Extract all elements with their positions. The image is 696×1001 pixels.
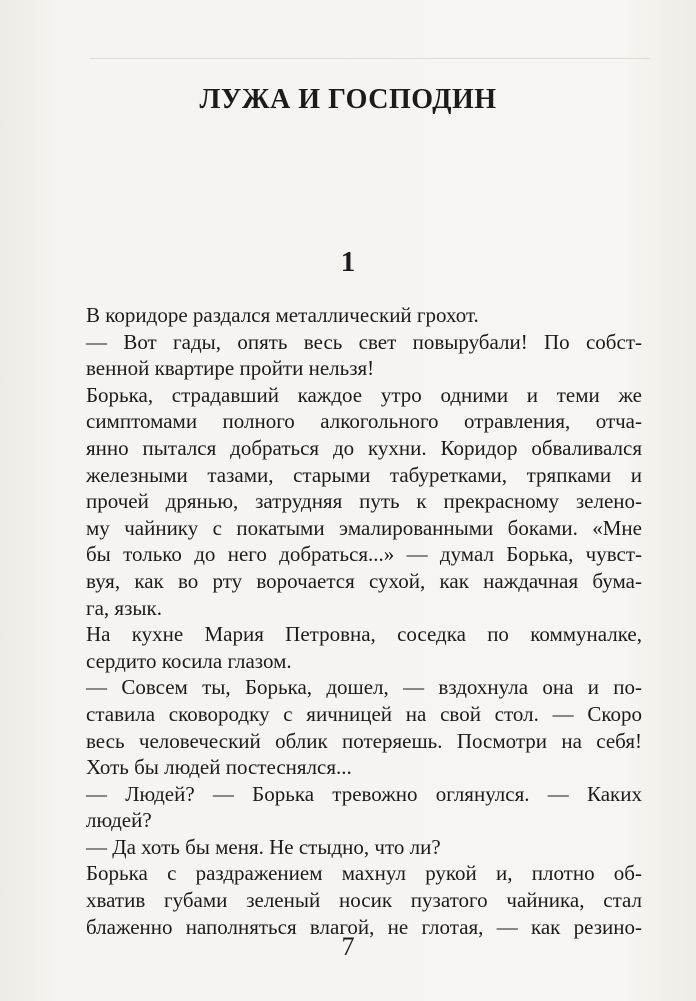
text-line: га, язык. — [86, 595, 162, 620]
text-line: — Вот гады, опять весь свет повырубали! По собст- — [86, 329, 642, 354]
text-line: В коридоре раздался металлический грохот. — [86, 303, 479, 327]
text-line: — Да хоть бы меня. Не стыдно, что ли? — [86, 834, 441, 859]
paragraph-2 — [86, 329, 642, 382]
text-line: симптомами полного алкогольного отравления, отча- — [86, 409, 642, 434]
text-line: хватив губами зеленый носик пузатого чайника, стал — [86, 888, 642, 913]
text-line: — Совсем ты, Борька, дошел, — вздохнула она и по- — [86, 675, 642, 700]
text-line: Хоть бы людей постеснялся... — [86, 755, 352, 780]
text-line: Борька, страдавший каждое утро одними и теми же — [86, 382, 642, 407]
text-line: Борька с раздражением махнул рукой и, плотно об- — [86, 861, 642, 886]
paragraph-3 — [86, 382, 642, 621]
body-text — [86, 302, 642, 940]
text-line: ставила сковородку с яичницей на свой стол. — Скоро — [86, 701, 642, 726]
paragraph-8 — [86, 860, 642, 940]
text-line: — Людей? — Борька тревожно оглянулся. — Каких — [86, 781, 642, 806]
paragraph-4 — [86, 621, 642, 674]
text-line: вуя, как во рту ворочается сухой, как наждачная бума- — [86, 568, 642, 593]
text-line: му чайнику с покатыми эмалированными боками. «Мне — [86, 515, 642, 540]
text-line: янно пытался добраться до кухни. Коридор обваливался — [86, 435, 642, 460]
paragraph-5 — [86, 674, 642, 780]
chapter-title: ЛУЖА И ГОСПОДИН — [199, 84, 497, 115]
text-line: железными тазами, старыми табуретками, тряпками и — [86, 462, 642, 487]
text-line: людей? — [86, 808, 152, 833]
paragraph-6 — [86, 781, 642, 834]
paragraph-1 — [86, 302, 642, 329]
text-line: На кухне Мария Петровна, соседка по коммуналке, — [86, 622, 642, 647]
text-line: прочей дрянью, затрудняя путь к прекрасному зелено- — [86, 489, 642, 514]
text-line: блаженно наполняться влагой, не глотая, — как резино- — [86, 914, 642, 939]
text-line: весь человеческий облик потеряешь. Посмотри на себя! — [86, 728, 642, 753]
text-line: венной квартире пройти нельзя! — [86, 356, 375, 381]
text-line: сердито косила глазом. — [86, 648, 292, 673]
page-number: 7 — [341, 932, 355, 961]
bleed-through-rule — [90, 58, 650, 59]
section-number: 1 — [340, 246, 356, 278]
paragraph-7 — [86, 834, 642, 861]
text-line: бы только до него добраться...» — думал Борька, чувст- — [86, 542, 642, 567]
